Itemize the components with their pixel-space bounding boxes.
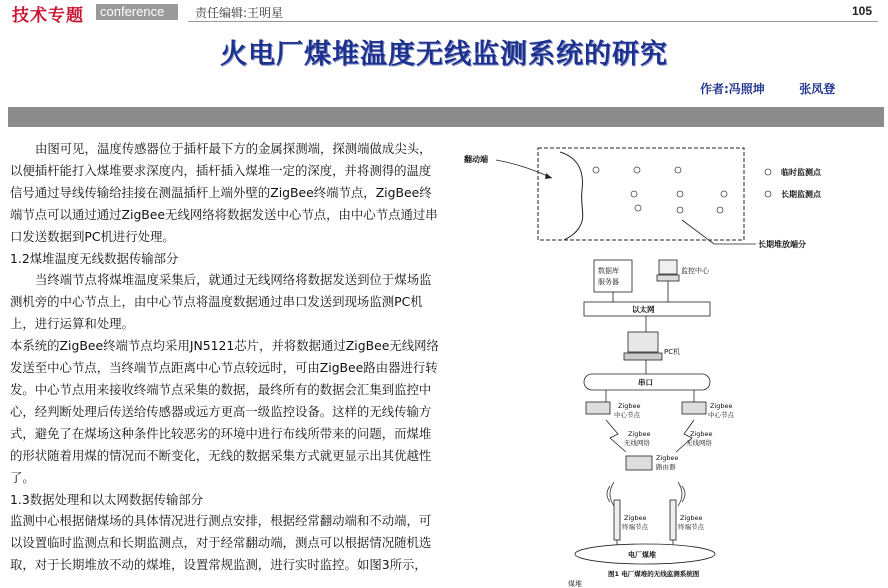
label-coal-pile: 电厂煤堆	[628, 551, 656, 559]
monitor-point	[593, 167, 599, 173]
wireless-arc-left	[606, 420, 626, 452]
author-secondary: 张凤登	[799, 82, 836, 96]
label-terminal-right-l2: 终端节点	[678, 523, 704, 531]
terminal-node-right	[670, 500, 676, 540]
label-db-server-line2: 服务器	[598, 278, 619, 286]
body-paragraph: 当终端节点将煤堆温度采集后，就通过无线网络将数据发送到位于煤场监测机旁的中心节点上，由中心节点将温度数据通过串口发送到现场监测PC机上，进行运算和处理。	[10, 272, 432, 332]
body-paragraph: 监测中心根据储煤场的具体情况进行测点安排，根据经常翻动端和不动端，可以设置临时监测点和长期监测点，对于经常翻动端，测点可以根据情况随机选取，对于长期堆放不动的煤堆，设置常规监测，进行实时监控。如图3所示，	[10, 513, 432, 573]
label-serial: 串口	[638, 378, 653, 387]
page-header	[0, 0, 888, 24]
monitor-center-base	[657, 275, 679, 281]
label-center-node-left-l1: Zigbee	[618, 402, 641, 410]
pc-screen	[628, 332, 658, 352]
signal-wave-left	[607, 482, 614, 506]
monitor-point	[635, 205, 641, 211]
terminal-node-left	[614, 500, 620, 540]
author-line	[700, 80, 835, 97]
author-primary: 作者:冯照坤	[700, 82, 765, 96]
label-wireless-right-l1: Zigbee	[690, 430, 713, 438]
section-tag: 技术专题	[12, 6, 84, 26]
label-wireless-right-l2: 无线网络	[686, 439, 712, 447]
signal-wave-right	[678, 482, 685, 506]
monitor-point	[765, 191, 771, 197]
label-center-node-left	[614, 402, 643, 419]
label-pc: PC机	[664, 348, 681, 356]
label-wireless-left-l1: Zigbee	[628, 430, 651, 438]
figure-caption: 图1 电厂煤堆的无线监测系统图	[608, 570, 700, 578]
monitor-point	[631, 191, 637, 197]
label-center-node-right	[708, 402, 735, 419]
label-terminal-right-l1: Zigbee	[680, 514, 703, 522]
label-wireless-left-l2: 无线网络	[624, 439, 650, 447]
label-flip-end: 翻动端	[464, 155, 488, 164]
label-wireless-right	[686, 430, 715, 447]
page-number: 105	[851, 4, 872, 18]
flip-end-boundary	[560, 152, 583, 240]
title-band	[8, 107, 884, 127]
flip-end-arrow	[496, 160, 552, 178]
router-box	[626, 456, 652, 470]
body-paragraph: 由图可见，温度传感器位于插杆最下方的金属探测端，探测端做成尖头，以便插杆能打入煤堆要求深度内，插杆插入煤堆一定的深度，并将测得的温度信号通过导线传输给挂接在测温插杆上端外壁的ZigBee终端节点，ZigBee终端节点可以通过通过ZigBee无线网络将数据发送中心节点，由中心节点通过串口发送数据到PC机进行处理。	[10, 141, 438, 244]
monitor-point	[721, 191, 727, 197]
header-rule	[188, 21, 878, 22]
center-node-right	[682, 402, 706, 414]
label-temp-points: 临时监测点	[781, 168, 821, 177]
label-terminal-left-l2: 终端节点	[622, 523, 648, 531]
body-paragraph: 本系统的ZigBee终端节点均采用JN5121芯片，并将数据通过ZigBee无线网络发送至中心节点，当终端节点距离中心节点较远时，可由ZigBee路由器进行转发。中心节点用来接收终端节点采集的数据，最终所有的数据会汇集到监控中心，经判断处理后传送给传感器或远方更高一级监控设备。这样的无线传输方式，避免了在煤场这种条件比较恶劣的环境中进行布线所带来的问题，而煤堆的形状随着用煤的情况而不断变化，无线的数据采集方式就更显示出其优越性了。	[10, 338, 439, 485]
label-ethernet: 以太网	[632, 305, 655, 314]
label-terminal-left-l1: Zigbee	[624, 514, 647, 522]
section-heading: 1.3数据处理和以太网数据传输部分	[10, 491, 204, 507]
label-db-server-line1: 数据库	[598, 267, 619, 275]
label-router	[656, 454, 681, 471]
pc-base	[624, 353, 662, 360]
center-node-left	[586, 402, 610, 414]
label-center-node-right-l2: 中心节点	[708, 411, 734, 419]
label-monitor-center: 监控中心	[681, 267, 709, 275]
label-terminal-right	[678, 514, 705, 531]
article-title: 火电厂煤堆温度无线监测系统的研究	[220, 39, 668, 70]
monitor-point	[765, 169, 771, 175]
monitor-point	[634, 167, 640, 173]
section-heading: 1.2煤堆温度无线数据传输部分	[10, 250, 179, 266]
db-server-box	[594, 260, 632, 292]
monitor-point	[677, 207, 683, 213]
label-center-node-left-l2: 中心节点	[614, 411, 640, 419]
label-center-node-right-l1: Zigbee	[710, 402, 733, 410]
label-bottom-word: 煤堆	[568, 580, 582, 588]
monitor-point	[677, 191, 683, 197]
label-terminal-left	[622, 514, 649, 531]
label-wireless-left	[624, 430, 653, 447]
conference-label: conference	[96, 4, 178, 20]
label-router-l2: 路由器	[656, 463, 676, 471]
editor-credit: 责任编辑:王明星	[195, 6, 284, 20]
arrow-head	[545, 173, 552, 179]
monitor-point	[717, 207, 723, 213]
coal-yard-outline	[538, 148, 744, 240]
system-figure	[456, 134, 886, 588]
label-long-storage: 长期堆放端分	[758, 240, 806, 249]
body-text-column	[10, 138, 442, 576]
monitor-center-screen	[659, 260, 677, 274]
label-long-points: 长期监测点	[781, 190, 821, 199]
label-router-l1: Zigbee	[656, 454, 679, 462]
monitor-point	[675, 167, 681, 173]
